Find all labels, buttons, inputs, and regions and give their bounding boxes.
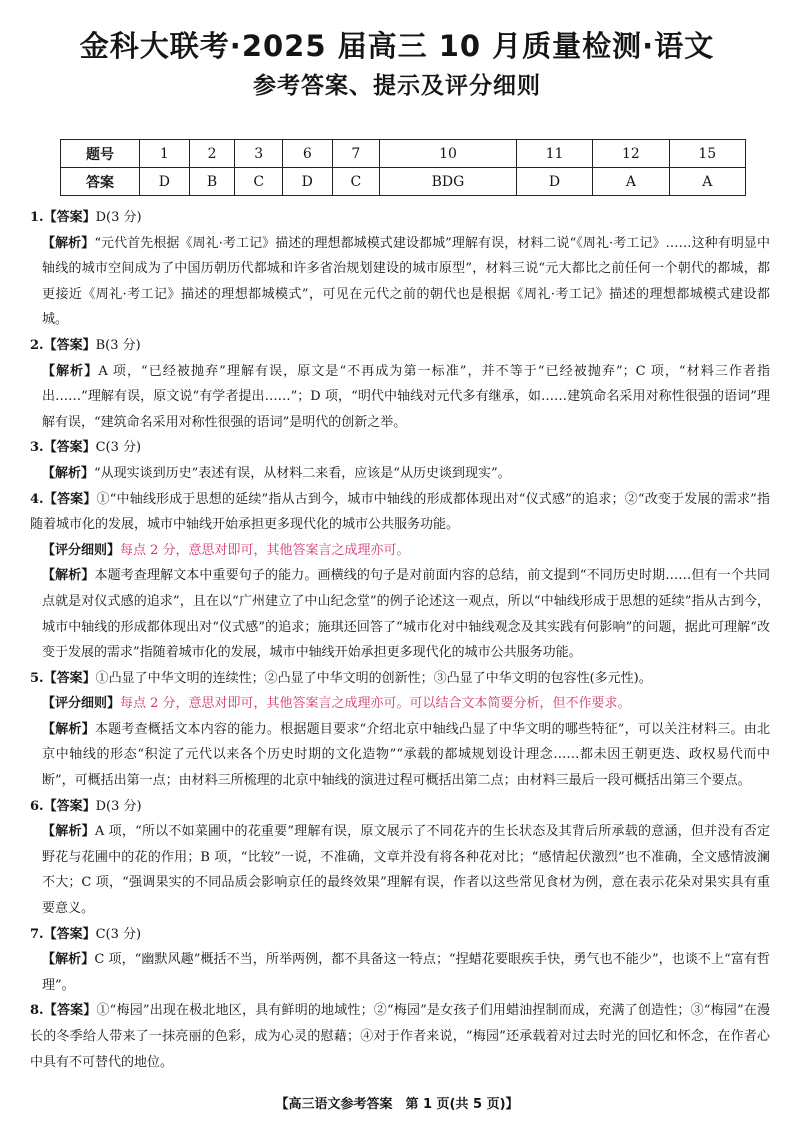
question-3-explanation: 【解析】“从现实谈到历史”表述有误，从材料二来看，应该是“从历史谈到现实”。 [42, 465, 511, 481]
row-label-answer: 答案 [61, 168, 140, 196]
document-subtitle: 参考答案、提示及评分细则 [253, 73, 541, 99]
answer-explanations [30, 205, 770, 1075]
table-cell: 3 [235, 140, 283, 168]
document-title: 金科大联考·2025 届高三 10 月质量检测·语文 [79, 29, 715, 63]
table-row-questions [61, 140, 746, 168]
table-row-answers [61, 168, 746, 196]
table-cell: C [332, 168, 380, 196]
question-5-answer: 5.【答案】①凸显了中华文明的连续性；②凸显了中华文明的创新性；③凸显了中华文明的包容性(多元性)。 [30, 670, 652, 686]
question-6-explanation: 【解析】A 项，“所以不如菜圃中的花重要”理解有误，原文展示了不同花卉的生长状态及其背后所承载的意涵，但并没有否定野花与花圃中的花的作用；B 项，“比较”一说，不准确，文章并没有将各种花对比；“感情起伏激烈”也不准确，全文感情波澜不大；C 项，“强调果实的不同品质会影响京任的最终效果”理解有误，作者以这些常见食材为例，意在表示花朵对果实具有重要意义。 [42, 824, 770, 917]
table-cell: B [189, 168, 235, 196]
table-cell: A [669, 168, 745, 196]
table-cell: A [593, 168, 669, 196]
table-cell: 10 [380, 140, 517, 168]
table-cell: D [282, 168, 332, 196]
table-cell: 15 [669, 140, 745, 168]
question-8-answer: 8.【答案】①“梅园”出现在极北地区，具有鲜明的地域性；②“梅园”是女孩子们用蜡油捏制而成，充满了创造性；③“梅园”在漫长的冬季给人带来了一抹亮丽的色彩，成为心灵的慰藉；④对于作者来说，“梅园”还承载着对过去时光的回忆和怀念，在作者心中具有不可替代的地位。 [30, 1003, 770, 1070]
question-7-answer: 7.【答案】C(3 分) [30, 926, 142, 942]
table-cell: 6 [282, 140, 332, 168]
table-cell: 7 [332, 140, 380, 168]
question-5-explanation: 【解析】本题考查概括文本内容的能力。根据题目要求“介绍北京中轴线凸显了中华文明的哪些特征”，可以关注材料三。由北京中轴线的形态“积淀了元代以来各个历史时期的文化造物”“承载的都城规划设计理念……都未因王朝更迭、政权易代而中断”，可概括出第一点；由材料三所梳理的北京中轴线的演进过程可概括出第二点；由材料三最后一段可概括出第三个要点。 [42, 721, 770, 789]
table-cell: 12 [593, 140, 669, 168]
table-cell: BDG [380, 168, 517, 196]
question-2-answer: 2.【答案】B(3 分) [30, 337, 141, 353]
table-cell: 1 [140, 140, 190, 168]
table-cell: D [140, 168, 190, 196]
table-cell: D [516, 168, 592, 196]
question-6-answer: 6.【答案】D(3 分) [30, 798, 142, 814]
table-cell: C [235, 168, 283, 196]
question-7-explanation: 【解析】C 项，“幽默风趣”概括不当，所举两例，都不具备这一特点；“捏蜡花要眼疾手快，勇气也不能少”，也谈不上“富有哲理”。 [42, 952, 770, 993]
question-5-scoring: 【评分细则】每点 2 分，意思对即可，其他答案言之成理亦可。可以结合文本简要分析，但不作要求。 [42, 696, 631, 712]
question-4-explanation: 【解析】本题考查理解文本中重要句子的能力。画横线的句子是对前面内容的总结，前文提到“不同历史时期……但有一个共同点就是对仪式感的追求”，且在以“广州建立了中山纪念堂”的例子论述这一观点，所以“中轴线形成于思想的延续”指从古到今，城市中轴线的形成都体现出对“仪式感”的追求；施琪还回答了“城市化对中轴线观念及其实践有何影响”的问题，据此可理解“改变于发展的需求”指随着城市化的发展，城市中轴线开始承担更多现代化的城市公共服务功能。 [42, 568, 770, 661]
table-cell: 2 [189, 140, 235, 168]
question-1-explanation: 【解析】“元代首先根据《周礼·考工记》描述的理想都城模式建设都城”理解有误，材料二说“《周礼·考工记》……这种有明显中轴线的城市空间成为了中国历朝历代都城和许多省治规划建设的城市原型”，材料三说“元大都比之前任何一个朝代的都城，都更接近《周礼·考工记》描述的理想都城模式”，可见在元代之前的朝代也是根据《周礼·考工记》描述的理想都城模式建设都城。 [42, 235, 770, 328]
question-4-answer: 4.【答案】①“中轴线形成于思想的延续”指从古到今，城市中轴线的形成都体现出对“仪式感”的追求；②“改变于发展的需求”指随着城市化的发展，城市中轴线开始承担更多现代化的城市公共服务功能。 [30, 491, 770, 533]
row-label-question-no: 题号 [61, 140, 140, 168]
question-4-scoring: 【评分细则】每点 2 分，意思对即可，其他答案言之成理亦可。 [42, 542, 410, 558]
question-3-answer: 3.【答案】C(3 分) [30, 440, 142, 456]
answer-table [60, 139, 746, 196]
page-footer: 【高三语文参考答案 第 1 页(共 5 页)】 [275, 1097, 519, 1112]
table-cell: 11 [516, 140, 592, 168]
question-1-answer: 1.【答案】D(3 分) [30, 210, 142, 225]
question-2-explanation: 【解析】A 项，“已经被抛弃”理解有误，原文是“不再成为第一标准”，并不等于“已经被抛弃”；C 项，“材料三作者指出……”理解有误，原文说“有学者提出……”；D 项，“明代中轴线对元代多有继承，如……建筑命名采用对称性很强的语词”理解有误，“建筑命名采用对称性很强的语词”是明代的创新之举。 [42, 363, 770, 430]
